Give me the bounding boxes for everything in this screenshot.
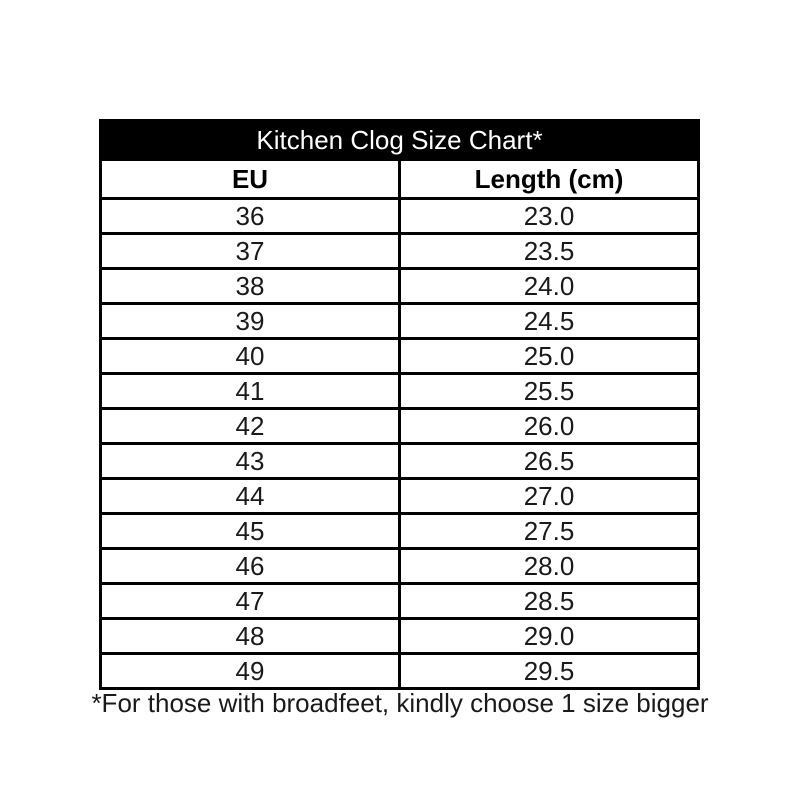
eu-size-cell: 41 (101, 374, 400, 409)
table-row (101, 374, 699, 409)
table-row (101, 479, 699, 514)
eu-size-cell: 49 (101, 654, 400, 689)
length-cell: 23.0 (400, 199, 699, 234)
eu-size-cell: 37 (101, 234, 400, 269)
table-row (101, 304, 699, 339)
eu-size-cell: 36 (101, 199, 400, 234)
length-cell: 25.5 (400, 374, 699, 409)
table-row (101, 584, 699, 619)
length-cell: 23.5 (400, 234, 699, 269)
length-cell: 24.0 (400, 269, 699, 304)
table-header-row (101, 160, 699, 199)
length-cell: 29.5 (400, 654, 699, 689)
table-row (101, 619, 699, 654)
column-header-eu: EU (101, 160, 400, 199)
length-cell: 28.5 (400, 584, 699, 619)
length-cell: 29.0 (400, 619, 699, 654)
length-cell: 25.0 (400, 339, 699, 374)
eu-size-cell: 45 (101, 514, 400, 549)
length-cell: 24.5 (400, 304, 699, 339)
eu-size-cell: 44 (101, 479, 400, 514)
length-cell: 26.5 (400, 444, 699, 479)
table-title-row (101, 121, 699, 160)
table-row (101, 339, 699, 374)
table-row (101, 269, 699, 304)
length-cell: 26.0 (400, 409, 699, 444)
eu-size-cell: 39 (101, 304, 400, 339)
table-title: Kitchen Clog Size Chart* (101, 121, 699, 160)
table-row (101, 234, 699, 269)
eu-size-cell: 42 (101, 409, 400, 444)
table-row (101, 444, 699, 479)
table-row (101, 549, 699, 584)
footnote: *For those with broadfeet, kindly choose 1 size bigger (91, 688, 709, 718)
eu-size-cell: 43 (101, 444, 400, 479)
table-row (101, 409, 699, 444)
length-cell: 27.0 (400, 479, 699, 514)
eu-size-cell: 38 (101, 269, 400, 304)
eu-size-cell: 40 (101, 339, 400, 374)
table-row (101, 514, 699, 549)
table-row (101, 654, 699, 689)
eu-size-cell: 46 (101, 549, 400, 584)
eu-size-cell: 48 (101, 619, 400, 654)
table-row (101, 199, 699, 234)
size-chart-table (99, 119, 700, 690)
length-cell: 28.0 (400, 549, 699, 584)
column-header-length: Length (cm) (400, 160, 699, 199)
eu-size-cell: 47 (101, 584, 400, 619)
length-cell: 27.5 (400, 514, 699, 549)
